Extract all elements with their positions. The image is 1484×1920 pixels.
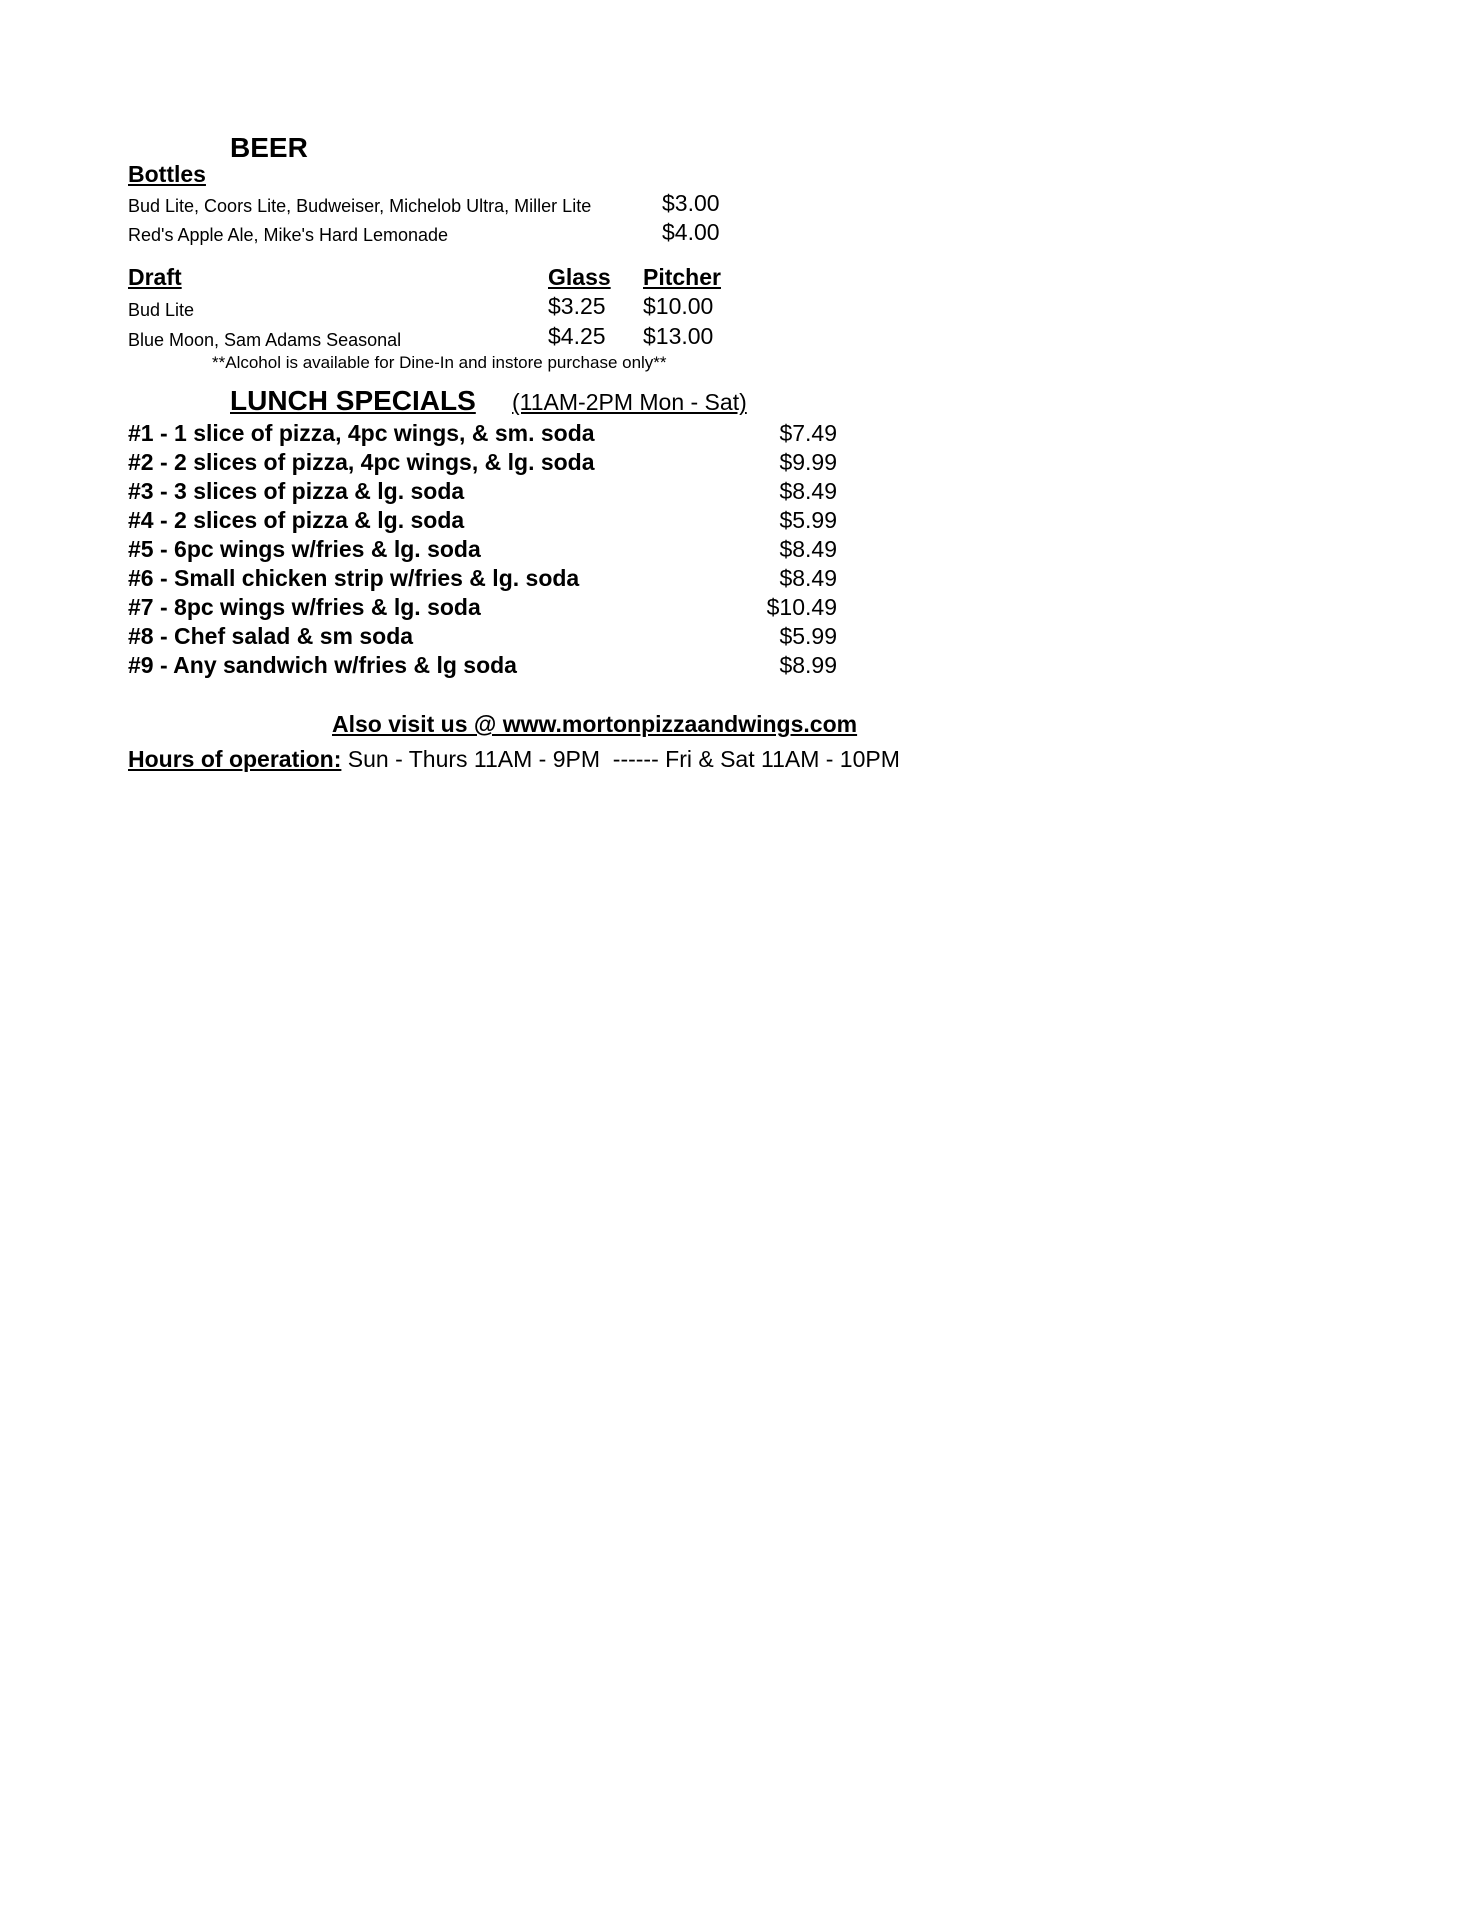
bottle-item-price: $3.00 bbox=[662, 190, 720, 216]
bottle-item-price: $4.00 bbox=[662, 219, 720, 245]
draft-item-glass-price: $3.25 bbox=[548, 293, 606, 319]
lunch-item-price: $7.49 bbox=[779, 420, 837, 446]
draft-item-name: Blue Moon, Sam Adams Seasonal bbox=[128, 330, 402, 350]
lunch-item-price: $5.99 bbox=[779, 507, 837, 533]
lunch-item-name: #8 - Chef salad & sm soda bbox=[128, 623, 414, 649]
lunch-item-name: #6 - Small chicken strip w/fries & lg. soda bbox=[128, 565, 580, 591]
lunch-specials-title: LUNCH SPECIALS bbox=[230, 385, 476, 416]
lunch-item-price: $8.49 bbox=[779, 565, 837, 591]
lunch-item-name: #9 - Any sandwich w/fries & lg soda bbox=[128, 652, 517, 678]
hours-label: Hours of operation: bbox=[128, 746, 342, 772]
website-link[interactable]: Also visit us @ www.mortonpizzaandwings.com bbox=[332, 711, 858, 737]
lunch-item-name: #3 - 3 slices of pizza & lg. soda bbox=[128, 478, 465, 504]
alcohol-note: **Alcohol is available for Dine-In and instore purchase only** bbox=[212, 353, 667, 372]
lunch-item-price: $9.99 bbox=[779, 449, 837, 475]
hours-of-operation bbox=[128, 748, 900, 771]
lunch-item-name: #7 - 8pc wings w/fries & lg. soda bbox=[128, 594, 481, 620]
lunch-item-price: $5.99 bbox=[779, 623, 837, 649]
draft-heading: Draft bbox=[128, 264, 182, 290]
lunch-item-price: $8.99 bbox=[779, 652, 837, 678]
lunch-item-name: #4 - 2 slices of pizza & lg. soda bbox=[128, 507, 465, 533]
glass-column-header: Glass bbox=[548, 264, 611, 290]
lunch-item-name: #5 - 6pc wings w/fries & lg. soda bbox=[128, 536, 481, 562]
draft-item-name: Bud Lite bbox=[128, 300, 195, 320]
draft-item-glass-price: $4.25 bbox=[548, 323, 606, 349]
lunch-item-price: $8.49 bbox=[779, 536, 837, 562]
lunch-specials-hours: (11AM-2PM Mon - Sat) bbox=[512, 389, 747, 415]
bottle-item-name: Bud Lite, Coors Lite, Budweiser, Michelob Ultra, Miller Lite bbox=[128, 196, 592, 216]
hours-text: Sun - Thurs 11AM - 9PM ------ Fri & Sat 11AM - 10PM bbox=[341, 746, 900, 772]
beer-title: BEER bbox=[230, 132, 308, 163]
draft-item-pitcher-price: $10.00 bbox=[643, 293, 714, 319]
pitcher-column-header: Pitcher bbox=[643, 264, 721, 290]
lunch-item-price: $8.49 bbox=[779, 478, 837, 504]
lunch-item-price: $10.49 bbox=[766, 594, 837, 620]
bottles-heading: Bottles bbox=[128, 161, 206, 187]
bottle-item-name: Red's Apple Ale, Mike's Hard Lemonade bbox=[128, 225, 449, 245]
lunch-item-name: #1 - 1 slice of pizza, 4pc wings, & sm. soda bbox=[128, 420, 595, 446]
draft-item-pitcher-price: $13.00 bbox=[643, 323, 714, 349]
lunch-item-name: #2 - 2 slices of pizza, 4pc wings, & lg. soda bbox=[128, 449, 595, 475]
